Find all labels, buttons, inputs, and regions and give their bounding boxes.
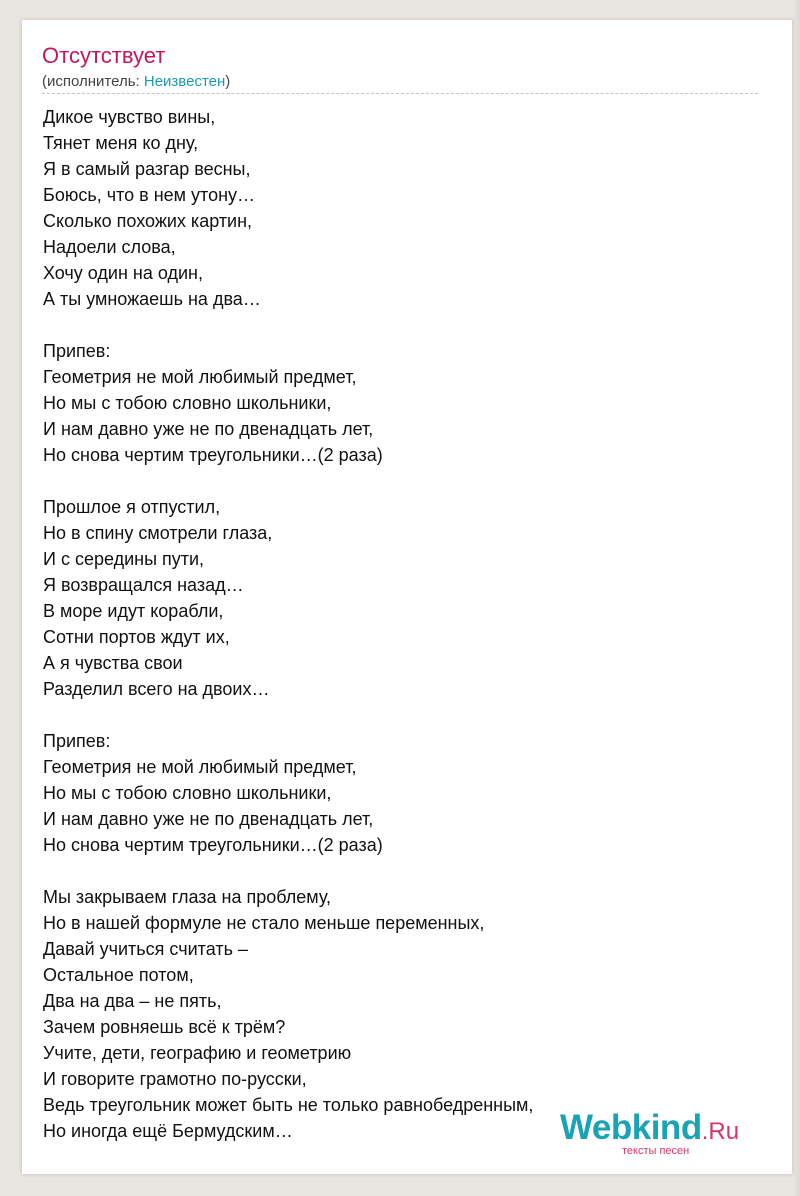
lyric-line: Но снова чертим треугольники…(2 раза)	[43, 835, 383, 855]
artist-link[interactable]: Неизвестен	[143, 73, 226, 90]
lyric-line: Но иногда ещё Бермудским…	[43, 1121, 293, 1141]
lyric-line: Геометрия не мой любимый предмет,	[43, 367, 357, 387]
lyric-line: Но в нашей формуле не стало меньше переменных,	[43, 913, 485, 933]
lyric-blank-line	[43, 312, 763, 338]
lyric-line: Тянет меня ко дну,	[43, 133, 199, 153]
lyric-line: Дикое чувство вины,	[43, 107, 216, 127]
lyric-line: Разделил всего на двоих…	[43, 679, 270, 699]
lyric-line: Мы закрываем глаза на проблему,	[43, 887, 332, 907]
lyric-line: Два на два – не пять,	[43, 991, 222, 1011]
lyric-line: И нам давно уже не по двенадцать лет,	[43, 809, 374, 829]
lyrics-body	[43, 104, 763, 1144]
lyric-line: Хочу один на один,	[43, 263, 203, 283]
lyric-line: Остальное потом,	[43, 965, 194, 985]
artist-line	[42, 72, 230, 92]
lyric-blank-line	[43, 702, 763, 728]
lyrics-card	[22, 20, 792, 1174]
lyric-line: Боюсь, что в нем утону…	[43, 185, 256, 205]
lyric-line: И нам давно уже не по двенадцать лет,	[43, 419, 374, 439]
lyric-line: Я возвращался назад…	[43, 575, 244, 595]
lyric-line: В море идут корабли,	[43, 601, 224, 621]
artist-suffix: )	[225, 73, 231, 90]
lyric-line: Давай учиться считать –	[43, 939, 248, 959]
lyric-line: Припев:	[43, 731, 111, 751]
lyric-line: Зачем ровняешь всё к трём?	[43, 1017, 286, 1037]
lyric-blank-line	[43, 858, 763, 884]
lyric-blank-line	[43, 468, 763, 494]
artist-prefix: (исполнитель:	[42, 73, 144, 90]
lyric-line: Сколько похожих картин,	[43, 211, 253, 231]
lyric-line: Ведь треугольник может быть не только равнобедренным,	[43, 1095, 534, 1115]
lyric-line: Я в самый разгар весны,	[43, 159, 251, 179]
site-logo[interactable]	[560, 1108, 770, 1158]
logo-tld: .Ru	[701, 1118, 740, 1145]
lyric-line: Сотни портов ждут их,	[43, 627, 230, 647]
logo-main-text: Webkind	[560, 1108, 702, 1147]
lyric-line: Но мы с тобою словно школьники,	[43, 783, 332, 803]
header-divider	[42, 93, 758, 94]
lyric-line: Надоели слова,	[43, 237, 176, 257]
lyric-line: Но мы с тобою словно школьники,	[43, 393, 332, 413]
song-title: Отсутствует	[42, 43, 166, 68]
logo-tagline: тексты песен	[622, 1145, 690, 1157]
lyric-line: И говорите грамотно по-русски,	[43, 1069, 307, 1089]
lyric-line: И с середины пути,	[43, 549, 205, 569]
page-edge-shadow	[792, 0, 800, 1196]
lyric-line: Припев:	[43, 341, 111, 361]
lyric-line: Прошлое я отпустил,	[43, 497, 221, 517]
lyric-line: Геометрия не мой любимый предмет,	[43, 757, 357, 777]
lyric-line: А ты умножаешь на два…	[43, 289, 261, 309]
lyric-line: Но в спину смотрели глаза,	[43, 523, 273, 543]
lyric-line: А я чувства свои	[43, 653, 183, 673]
lyric-line: Но снова чертим треугольники…(2 раза)	[43, 445, 383, 465]
lyric-line: Учите, дети, географию и геометрию	[43, 1043, 352, 1063]
